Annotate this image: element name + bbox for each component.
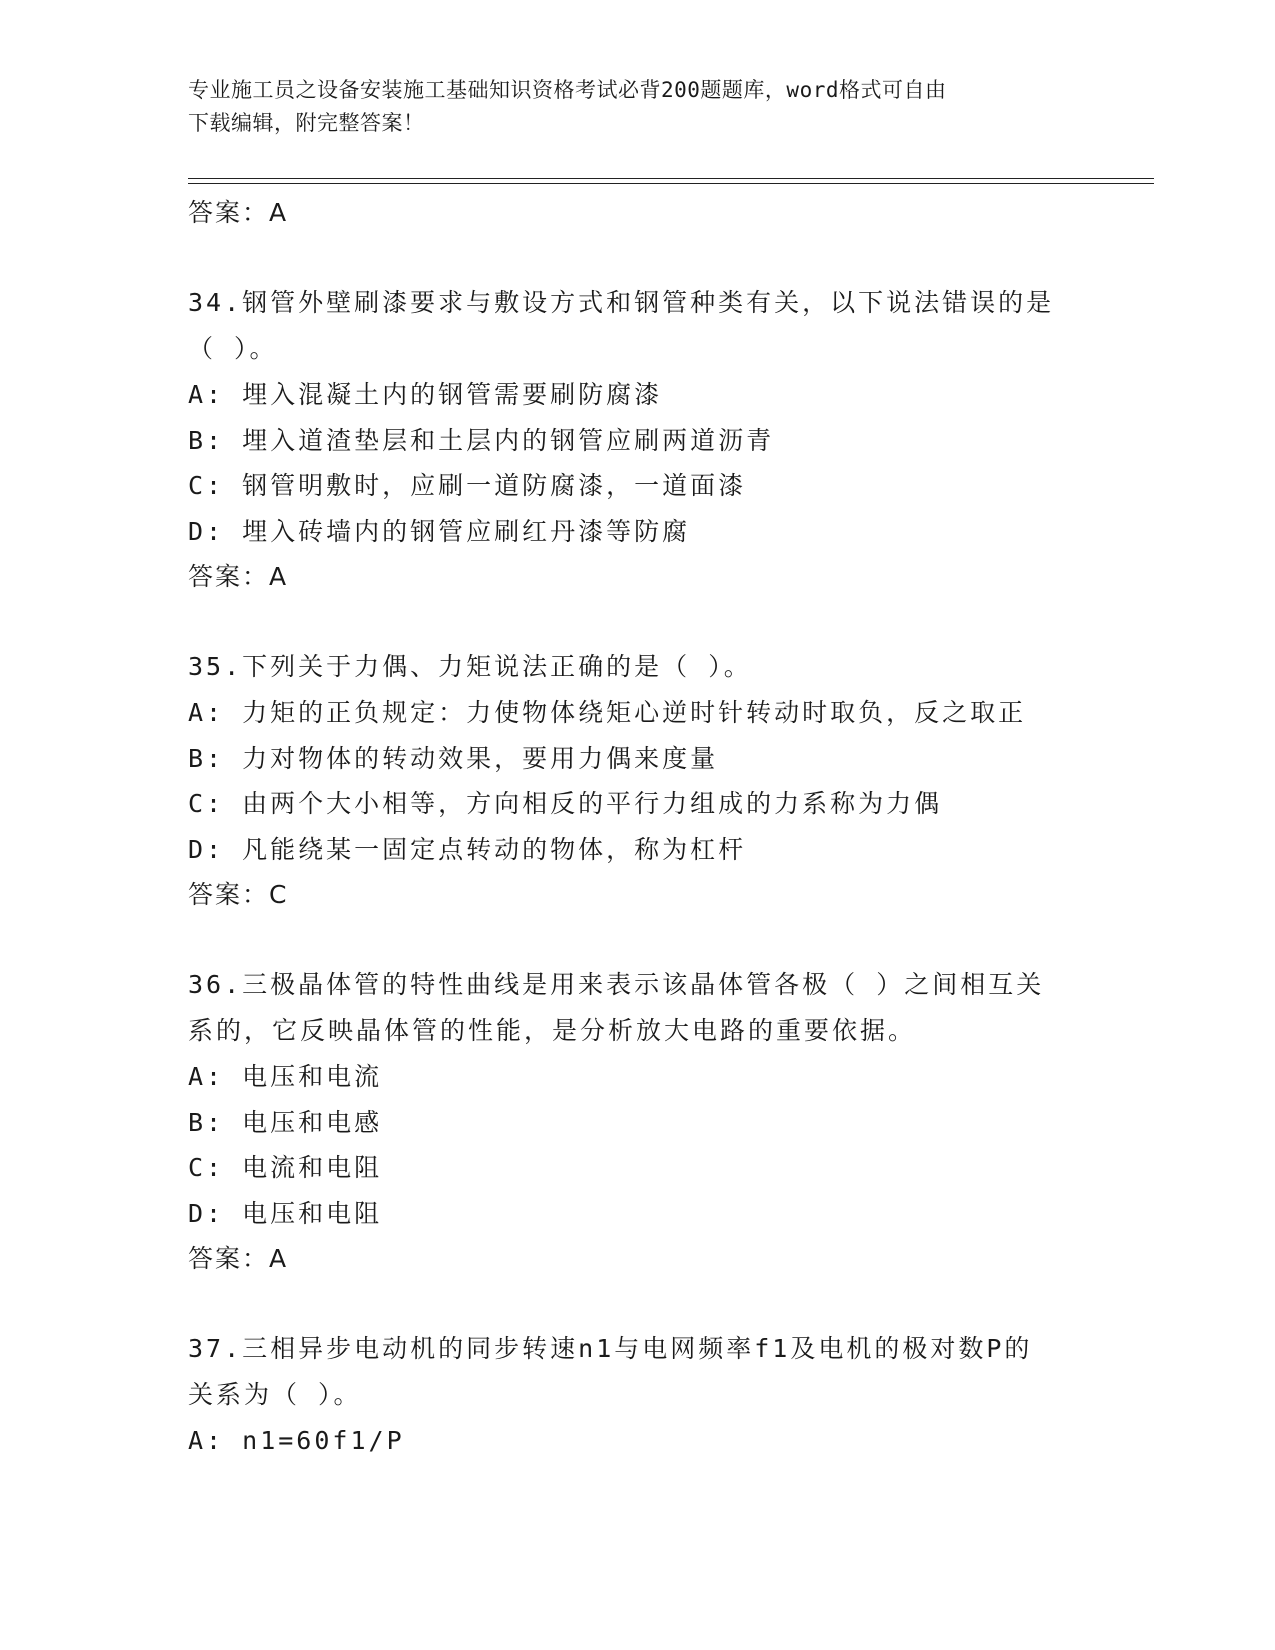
option-d: D: 凡能绕某一固定点转动的物体，称为杠杆 <box>188 834 747 864</box>
option-b: B: 电压和电感 <box>188 1107 383 1137</box>
option-d: D: 电压和电阻 <box>188 1198 383 1228</box>
question-stem-continued: 关系为（ ）。 <box>188 1380 362 1409</box>
question-stem: 34.钢管外壁刷漆要求与敷设方式和钢管种类有关，以下说法错误的是 <box>188 288 1055 317</box>
question-36 <box>188 962 1088 1282</box>
page-header <box>188 74 1088 140</box>
lead-answer: 答案：A <box>188 198 289 227</box>
question-stem: 36.三极晶体管的特性曲线是用来表示该晶体管各极（ ）之间相互关 <box>188 970 1045 999</box>
question-list <box>188 190 1088 1464</box>
option-b: B: 埋入道渣垫层和土层内的钢管应刷两道沥青 <box>188 425 775 455</box>
header-line-1: 专业施工员之设备安装施工基础知识资格考试必背200题题库，word格式可自由 <box>188 78 947 102</box>
option-a: A: 埋入混凝土内的钢管需要刷防腐漆 <box>188 380 663 409</box>
header-divider-bottom <box>188 183 1154 184</box>
option-a: A: 电压和电流 <box>188 1062 383 1091</box>
option-c: C: 钢管明敷时，应刷一道防腐漆，一道面漆 <box>188 471 747 500</box>
question-stem-continued: 系的，它反映晶体管的性能，是分析放大电路的重要依据。 <box>188 1016 917 1045</box>
answer-line: 答案：A <box>188 1244 289 1273</box>
option-c: C: 电流和电阻 <box>188 1153 383 1182</box>
option-c: C: 由两个大小相等，方向相反的平行力组成的力系称为力偶 <box>188 789 943 818</box>
question-stem-continued: （ ）。 <box>188 334 278 363</box>
option-a: A: 力矩的正负规定：力使物体绕矩心逆时针转动时取负，反之取正 <box>188 698 1027 727</box>
question-stem: 35.下列关于力偶、力矩说法正确的是（ ）。 <box>188 652 752 681</box>
option-b: B: 力对物体的转动效果，要用力偶来度量 <box>188 743 719 773</box>
question-37 <box>188 1326 1088 1464</box>
option-d: D: 埋入砖墙内的钢管应刷红丹漆等防腐 <box>188 516 691 546</box>
question-stem: 37.三相异步电动机的同步转速n1与电网频率f1及电机的极对数P的 <box>188 1334 1033 1363</box>
header-line-2: 下载编辑，附完整答案！ <box>188 111 425 135</box>
option-a: A: n1=60f1/P <box>188 1426 405 1455</box>
answer-line: 答案：C <box>188 880 289 909</box>
question-35 <box>188 644 1088 918</box>
header-divider-top <box>188 178 1154 179</box>
answer-line: 答案：A <box>188 562 289 591</box>
question-34 <box>188 280 1088 600</box>
